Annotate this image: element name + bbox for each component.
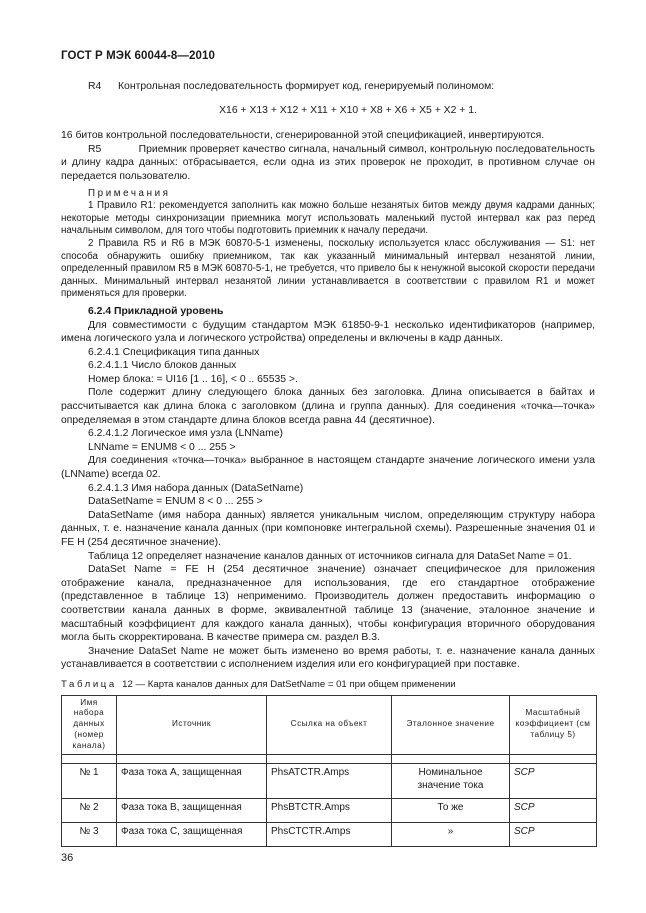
paragraph: Значение DataSet Name не может быть изменено во время работы, т. е. назначение канала данных устанавливается в соответствии с исполнением изделия или его конфигурацией при поставке. [61,645,595,671]
table-row [62,798,597,822]
table-cell: Фаза тока В, защищенная [117,798,267,822]
table-cell: PhsBTCTR.Amps [267,798,392,822]
table-spacer-row [62,754,597,763]
definition-line: DataSetName = ENUM 8 < 0 ... 255 > [88,496,263,508]
table-cell: PhsATCTR.Amps [267,763,392,798]
column-header: Ссылка на объект [267,695,392,754]
subsection-title: 6.2.4.1.1 Число блоков данных [88,360,237,372]
paragraph-bits: 16 битов контрольной последовательности, сгенерированной этой спецификацией, инвертируются. [61,130,545,142]
notes-heading: Примечания [88,187,171,199]
rule-text: Приемник проверяет качество сигнала, начальный символ, контрольную последовательность и длину кадра данных: отбрасывается, если одна из этих проверок не проходит, в противном случае он передается пользователю. [61,143,595,182]
note-1: 1 Правило R1: рекомендуется заполнить как можно больше незанятых битов между двумя кадрами данных; некоторые методы синхронизации приемника могут использовать маленький пустой интервал как раз перед начальным символом, для того чтобы подготовить приемник к началу передачи. [61,200,595,237]
note-2: 2 Правила R5 и R6 в МЭК 60870-5-1 изменены, поскольку используется класс обслуживания — S1: нет способа обнаружить ошибку приемником, так как указанный минимальный интервал незанятой линии, определенный правилом R5 в МЭК 60870-5-1, не требуется, что привело бы к ненужной высокой скорости передачи данных. Минимальный интервал незанятой линии устанавливается в соответствии с правилом R1 и может применяться для проверки. [61,237,595,300]
table-header-row [62,695,597,754]
channel-map-table [61,695,597,847]
table-caption-word: Таблица [61,678,117,690]
column-header: Эталонное значение [392,695,510,754]
table-cell: PhsCTCTR.Amps [267,822,392,846]
page-number: 36 [61,852,74,864]
table-cell: » [392,822,510,846]
table-row [62,822,597,846]
section-title: 6.2.4 Прикладной уровень [88,305,224,317]
paragraph: DataSet Name = FE H (254 десятичное значение) означает специфическое для приложения отображение канала, предназначенное для использования, где его стандартное отображение (представленное в таблице 13) неприменимо. Производитель должен предоставить информацию о соответствии канала данных в форме, эквивалентной таблице 13 (значение, эталонное значение и масштабный коэффициент для каждого канала данных), чтобы конфигурация вторичного оборудования могла быть скорректирована. В качестве примера см. раздел В.3. [61,564,595,644]
paragraph: Для соединения «точка—точка» выбранное в настоящем стандарте значение логического имени узла (LNName) всегда 02. [61,455,595,481]
definition-line: Номер блока: = UI16 [1 .. 16], < 0 .. 65535 >. [88,373,298,385]
table-cell: Фаза тока А, защищенная [117,763,267,798]
table-cell: № 3 [62,822,117,846]
table-cell: SCP [510,822,597,846]
table-cell: То же [392,798,510,822]
table-row [62,763,597,798]
paragraph: Таблица 12 определяет назначение каналов данных от источников сигнала для DataSet Name = 01. [88,550,572,562]
rule-r5 [61,143,595,184]
table-cell: № 2 [62,798,117,822]
table-cell: № 1 [62,763,117,798]
paragraph: Поле содержит длину следующего блока данных без заголовка. Длина описывается в байтах и рассчитывается как длина блока с заголовком (длина и группа данных). Для соединения «точка—точка» определяемая в этом стандарте длина блоков всегда равна 44 (десятичное). [61,387,595,426]
subsection-title: 6.2.4.1.2 Логическое имя узла (LNName) [88,428,283,440]
document-header: ГОСТ Р МЭК 60044-8—2010 [61,50,215,62]
rule-r4 [88,80,595,94]
table-cell: SCP [510,798,597,822]
column-header: Источник [117,695,267,754]
paragraph: Для совместимости с будущим стандартом МЭК 61850-9-1 несколько идентификаторов (например, имена логического узла и логического устройства) определены и включены в кадр данных. [61,319,595,345]
paragraph: DataSetName (имя набора данных) является уникальным числом, определяющим структуру набора данных, т. е. назначение канала данных (при компоновке интегральной схемы). Разрешенные значения 01 и FE H (254 десятичное значение). [61,509,595,548]
rule-label: R5 [88,143,102,155]
column-header: Масштабный коэффициент (см таблицу 5) [510,695,597,754]
table-cell: SCP [510,763,597,798]
rule-label: R4 [88,81,102,92]
subsection-title: 6.2.4.1 Спецификация типа данных [88,346,260,358]
definition-line: LNName = ENUM8 < 0 ... 255 > [88,441,236,453]
rule-text: Контрольная последовательность формирует код, генерируемый полиномом: [118,81,495,92]
table-cell: Номинальное значение тока [392,763,510,798]
table-caption [61,678,595,692]
table-cell: Фаза тока С, защищенная [117,822,267,846]
table-caption-text: 12 — Карта каналов данных для DatSetName = 01 при общем применении [122,678,456,690]
subsection-title: 6.2.4.1.3 Имя набора данных (DataSetName) [88,482,304,494]
document-body [61,80,595,847]
column-header: Имя набора данных (номер канала) [62,695,117,754]
polynomial-formula: X16 + X13 + X12 + X11 + X10 + X8 + X6 + X5 + X2 + 1. [219,104,477,116]
